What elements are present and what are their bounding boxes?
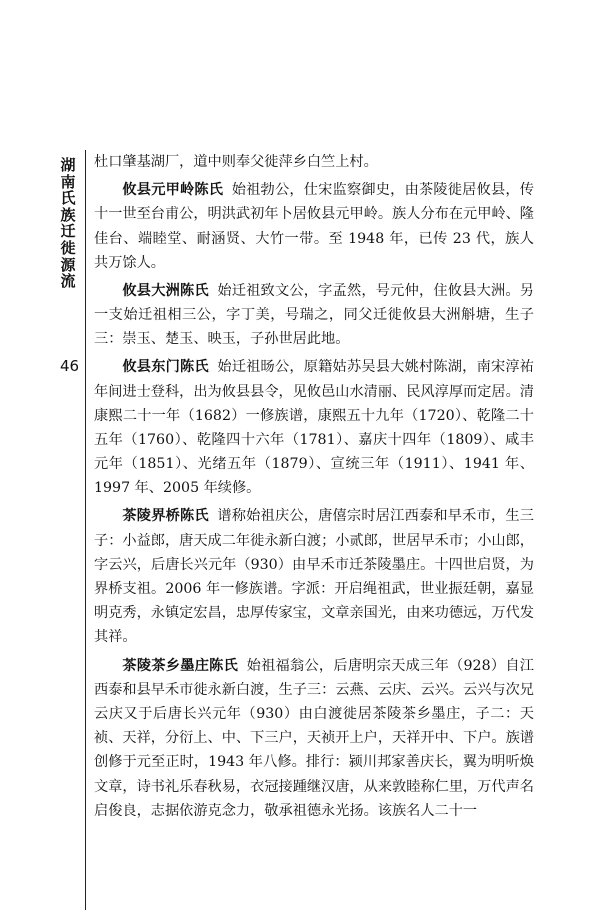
entry-heading: 茶陵茶乡墨庄陈氏	[122, 657, 239, 674]
paragraph-text: 始祖福翁公，后唐明宗天成三年（928）自江西泰和县早禾市徙永新白渡，生子三：云燕、云庆、云兴。云兴与次兄云庆又于后唐长兴元年（930）由白渡徙居茶陵茶乡墨庄，子二：天祯、天祥，分衍上、中、下三户，天祯开上户，天祥开中、下户。族谱创修于元至正时，1943 年八修。排行：颍川邦家善庆长，翼为明听焕文章，诗书礼乐春秋易，衣冠接踵继汉唐，从来敦睦称仁里，万代声名启俊良，志据依游克念力，敬承祖德永光扬。该族名人二十一	[94, 657, 534, 819]
paragraph-continuation	[94, 150, 534, 174]
paragraph-text: 始祖勃公，仕宋监察御史，由茶陵徙居攸县，传十一世至台甫公，明洪武初年卜居攸县元甲岭。族人分布在元甲岭、隆佳台、端睦堂、耐涵贤、大竹一带。至 1948 年，已传 23 代，族人共万馀人。	[94, 182, 534, 271]
margin-divider	[85, 150, 86, 910]
paragraph-entry	[94, 355, 534, 500]
entry-heading: 茶陵界桥陈氏	[122, 508, 209, 525]
entry-heading: 攸县东门陈氏	[122, 359, 209, 376]
paragraph-entry	[94, 279, 534, 352]
main-text	[94, 150, 534, 827]
paragraph-text: 杜口肇基湖厂，道中则奉父徙萍乡白竺上村。	[94, 154, 378, 170]
paragraph-entry	[94, 178, 534, 275]
paragraph-text: 始迁祖旸公，原籍姑苏吴县大姚村陈湖，南宋淳祐年间进士登科，出为攸县县令，见攸邑山水清丽、民风淳厚而定居。清康熙二十一年（1682）一修族谱，康熙五十九年（1720）、乾隆二十五年（1760）、乾隆四十六年（1781）、嘉庆十四年（1809）、咸丰元年（1851）、光绪五年（1879）、宣统三年（1911）、1941 年、1997 年、2005 年续修。	[94, 359, 534, 497]
paragraph-text: 始迁祖致文公，字孟然，号元仲，住攸县大洲。另一支始迁祖相三公，字丁美，号瑞之，同父迁徙攸县大洲斛塘，生子三：崇玉、楚玉、映玉，子孙世居此地。	[94, 282, 534, 348]
entry-heading: 攸县元甲岭陈氏	[122, 182, 224, 199]
paragraph-entry	[94, 654, 534, 823]
paragraph-text: 谱称始祖庆公，唐僖宗时居江西泰和早禾市，生三子：小益郎，唐天成二年徙永新白渡；小贰郎，世居早禾市；小山郎，字云兴，后唐长兴元年（930）由早禾市迁茶陵墨庄。十四世启贤，为界桥支祖。2006 年一修族谱。字派：开启绳祖武，世业振廷朝，嘉显明克秀，永镇定宏昌，忠厚传家宝，文章亲国光，由来功德远，万代发其祥。	[94, 508, 534, 646]
paragraph-entry	[94, 504, 534, 649]
entry-heading: 攸县大洲陈氏	[122, 282, 209, 299]
page-number: 46	[60, 357, 80, 375]
book-title: 湖南氏族迁徙源流	[60, 156, 76, 291]
